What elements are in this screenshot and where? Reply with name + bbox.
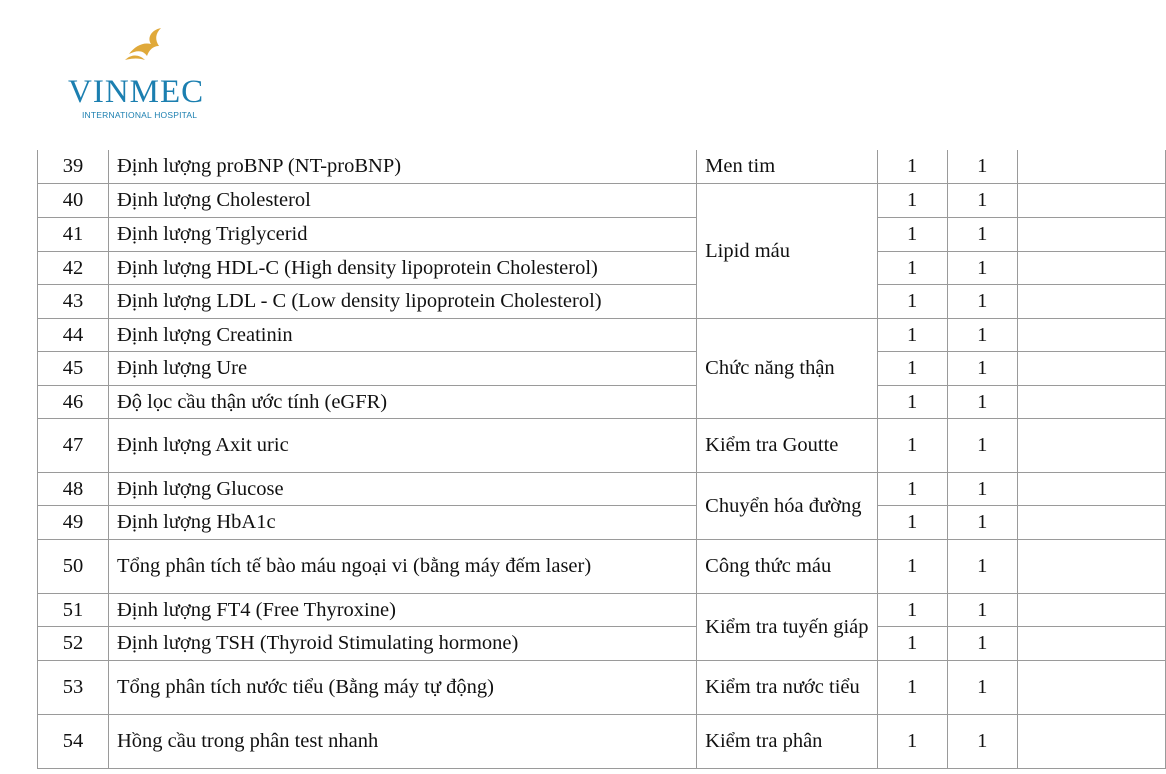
table-row <box>38 660 1166 714</box>
quantity-1: 1 <box>877 150 947 183</box>
row-number: 50 <box>38 539 109 593</box>
table-row <box>38 505 1166 539</box>
logo-subtitle: INTERNATIONAL HOSPITAL <box>82 110 198 120</box>
note-cell <box>1017 472 1165 505</box>
quantity-1: 1 <box>877 418 947 472</box>
quantity-1: 1 <box>877 714 947 768</box>
table-row <box>38 593 1166 626</box>
note-cell <box>1017 626 1165 660</box>
vinmec-logo <box>66 26 236 126</box>
row-number: 52 <box>38 626 109 660</box>
table-row <box>38 472 1166 505</box>
quantity-1: 1 <box>877 593 947 626</box>
note-cell <box>1017 217 1165 251</box>
quantity-1: 1 <box>877 626 947 660</box>
test-group: Chuyển hóa đường <box>697 472 877 539</box>
note-cell <box>1017 318 1165 351</box>
test-name: Định lượng LDL - C (Low density lipoprotein Cholesterol) <box>108 284 696 318</box>
test-group: Men tim <box>697 150 877 183</box>
row-number: 42 <box>38 251 109 284</box>
note-cell <box>1017 150 1165 183</box>
quantity-1: 1 <box>877 284 947 318</box>
test-name: Định lượng Triglycerid <box>108 217 696 251</box>
table-row <box>38 318 1166 351</box>
table-row <box>38 714 1166 768</box>
quantity-1: 1 <box>877 660 947 714</box>
test-name: Độ lọc cầu thận ước tính (eGFR) <box>108 385 696 418</box>
row-number: 54 <box>38 714 109 768</box>
quantity-1: 1 <box>877 472 947 505</box>
test-group: Chức năng thận <box>697 318 877 418</box>
note-cell <box>1017 593 1165 626</box>
table-row <box>38 418 1166 472</box>
quantity-1: 1 <box>877 539 947 593</box>
table-row <box>38 385 1166 418</box>
note-cell <box>1017 284 1165 318</box>
table-row <box>38 183 1166 217</box>
quantity-1: 1 <box>877 217 947 251</box>
test-name: Định lượng Axit uric <box>108 418 696 472</box>
quantity-2: 1 <box>947 660 1017 714</box>
note-cell <box>1017 714 1165 768</box>
test-group: Kiểm tra nước tiểu <box>697 660 877 714</box>
table-row <box>38 351 1166 385</box>
row-number: 49 <box>38 505 109 539</box>
test-name: Định lượng Ure <box>108 351 696 385</box>
note-cell <box>1017 183 1165 217</box>
test-name: Định lượng proBNP (NT-proBNP) <box>108 150 696 183</box>
quantity-1: 1 <box>877 351 947 385</box>
quantity-1: 1 <box>877 385 947 418</box>
bird-icon <box>121 26 167 72</box>
quantity-2: 1 <box>947 183 1017 217</box>
quantity-2: 1 <box>947 626 1017 660</box>
row-number: 46 <box>38 385 109 418</box>
table-row <box>38 150 1166 183</box>
note-cell <box>1017 539 1165 593</box>
row-number: 45 <box>38 351 109 385</box>
quantity-1: 1 <box>877 318 947 351</box>
quantity-2: 1 <box>947 418 1017 472</box>
test-group: Công thức máu <box>697 539 877 593</box>
table-row <box>38 284 1166 318</box>
table-row <box>38 626 1166 660</box>
quantity-2: 1 <box>947 593 1017 626</box>
note-cell <box>1017 505 1165 539</box>
table-row <box>38 217 1166 251</box>
note-cell <box>1017 351 1165 385</box>
test-name: Định lượng Creatinin <box>108 318 696 351</box>
quantity-2: 1 <box>947 472 1017 505</box>
quantity-2: 1 <box>947 385 1017 418</box>
quantity-1: 1 <box>877 183 947 217</box>
row-number: 53 <box>38 660 109 714</box>
test-name: Tổng phân tích nước tiểu (Bằng máy tự động) <box>108 660 696 714</box>
test-name: Định lượng TSH (Thyroid Stimulating hormone) <box>108 626 696 660</box>
test-name: Định lượng Glucose <box>108 472 696 505</box>
logo-brand: VINMEC <box>68 74 205 110</box>
quantity-2: 1 <box>947 150 1017 183</box>
table-row <box>38 539 1166 593</box>
quantity-2: 1 <box>947 539 1017 593</box>
test-table-body <box>38 150 1166 768</box>
note-cell <box>1017 418 1165 472</box>
row-number: 43 <box>38 284 109 318</box>
test-group: Kiểm tra tuyến giáp <box>697 593 877 660</box>
test-name: Tổng phân tích tế bào máu ngoại vi (bằng máy đếm laser) <box>108 539 696 593</box>
table-row <box>38 251 1166 284</box>
quantity-2: 1 <box>947 714 1017 768</box>
test-group: Lipid máu <box>697 183 877 318</box>
row-number: 48 <box>38 472 109 505</box>
test-name: Định lượng FT4 (Free Thyroxine) <box>108 593 696 626</box>
quantity-1: 1 <box>877 251 947 284</box>
test-name: Định lượng HbA1c <box>108 505 696 539</box>
row-number: 40 <box>38 183 109 217</box>
note-cell <box>1017 660 1165 714</box>
test-name: Định lượng HDL-C (High density lipoprotein Cholesterol) <box>108 251 696 284</box>
quantity-2: 1 <box>947 217 1017 251</box>
quantity-2: 1 <box>947 318 1017 351</box>
quantity-2: 1 <box>947 284 1017 318</box>
row-number: 44 <box>38 318 109 351</box>
row-number: 47 <box>38 418 109 472</box>
test-group: Kiểm tra phân <box>697 714 877 768</box>
quantity-2: 1 <box>947 351 1017 385</box>
quantity-2: 1 <box>947 505 1017 539</box>
quantity-1: 1 <box>877 505 947 539</box>
quantity-2: 1 <box>947 251 1017 284</box>
test-table <box>37 150 1166 769</box>
test-name: Định lượng Cholesterol <box>108 183 696 217</box>
row-number: 39 <box>38 150 109 183</box>
test-group: Kiểm tra Goutte <box>697 418 877 472</box>
test-name: Hồng cầu trong phân test nhanh <box>108 714 696 768</box>
note-cell <box>1017 385 1165 418</box>
note-cell <box>1017 251 1165 284</box>
row-number: 51 <box>38 593 109 626</box>
row-number: 41 <box>38 217 109 251</box>
